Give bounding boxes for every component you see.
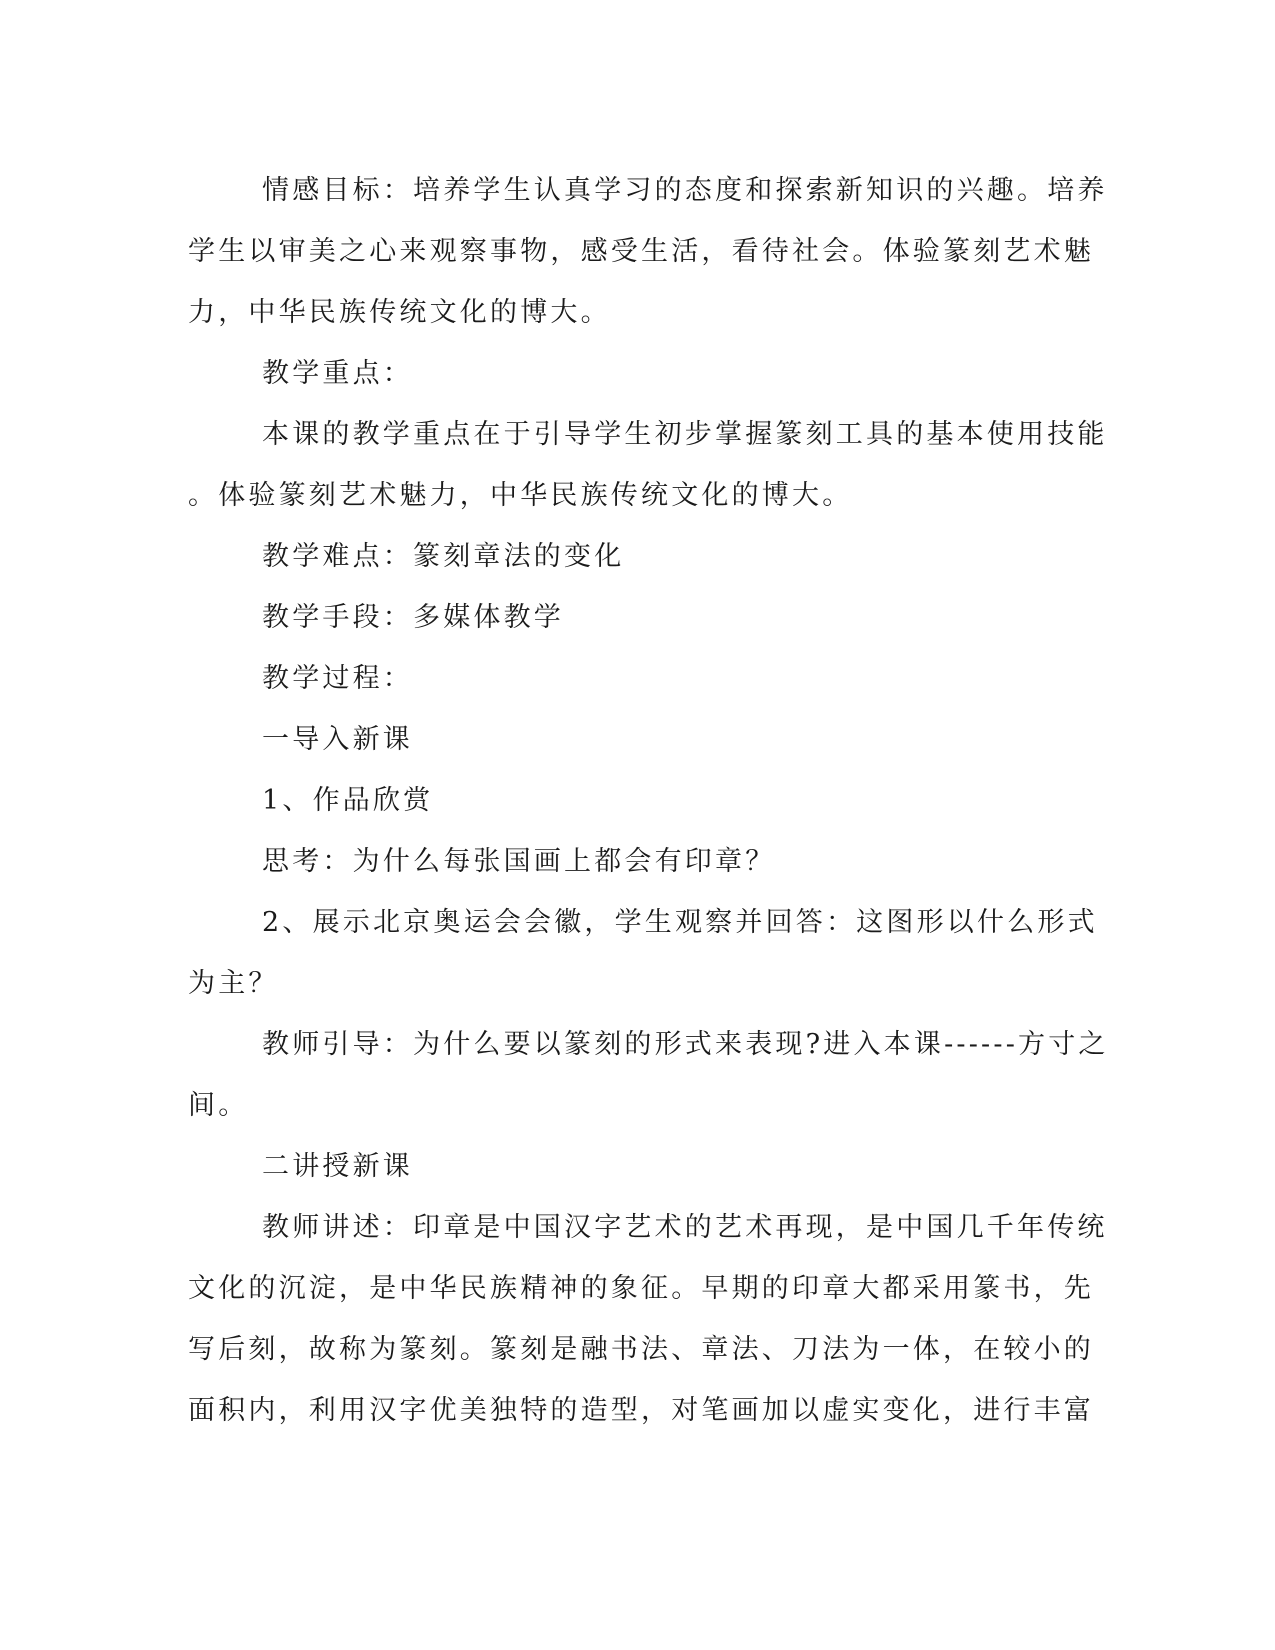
paragraph [188,892,1098,1014]
paragraph [188,343,1088,404]
text-line: 教学过程： [262,663,413,694]
paragraph [188,770,1088,831]
text-line: 力，中华民族传统文化的博大。 [188,297,611,328]
text-line: 学生以审美之心来观察事物，感受生活，看待社会。体验篆刻艺术魅 [188,236,1094,267]
text-line: 一导入新课 [262,724,413,755]
text-line: 二讲授新课 [262,1151,413,1182]
text-line: 写后刻，故称为篆刻。篆刻是融书法、章法、刀法为一体，在较小的 [188,1334,1094,1365]
text-line: 2、展示北京奥运会会徽，学生观察并回答：这图形以什么形式 [262,907,1098,938]
paragraph [188,1136,1088,1197]
text-line: 教师讲述：印章是中国汉字艺术的艺术再现，是中国几千年传统 [262,1212,1108,1243]
text-line: 间。 [188,1090,249,1121]
text-line: 教学难点：篆刻章法的变化 [262,541,625,572]
text-line: 教学手段：多媒体教学 [262,602,564,633]
paragraph [188,587,1088,648]
paragraph [188,404,1108,526]
document-body [188,160,1109,1441]
text-line: 为主？ [188,968,279,999]
text-line: 本课的教学重点在于引导学生初步掌握篆刻工具的基本使用技能 [262,419,1108,450]
text-line: 1、作品欣赏 [262,785,434,816]
text-line: 教师引导：为什么要以篆刻的形式来表现?进入本课------方寸之 [262,1029,1109,1060]
text-line: 思考：为什么每张国画上都会有印章？ [262,846,776,877]
text-line: 文化的沉淀，是中华民族精神的象征。早期的印章大都采用篆书，先 [188,1273,1094,1304]
paragraph [188,526,1088,587]
paragraph [188,1197,1108,1441]
text-line: 。体验篆刻艺术魅力，中华民族传统文化的博大。 [188,480,853,511]
paragraph [188,709,1088,770]
text-line: 教学重点： [262,358,413,389]
paragraph [188,831,1088,892]
text-line: 面积内，利用汉字优美独特的造型，对笔画加以虚实变化，进行丰富 [188,1395,1094,1426]
paragraph [188,160,1108,343]
text-line: 情感目标：培养学生认真学习的态度和探索新知识的兴趣。培养 [262,175,1108,206]
paragraph [188,648,1088,709]
paragraph [188,1014,1109,1136]
